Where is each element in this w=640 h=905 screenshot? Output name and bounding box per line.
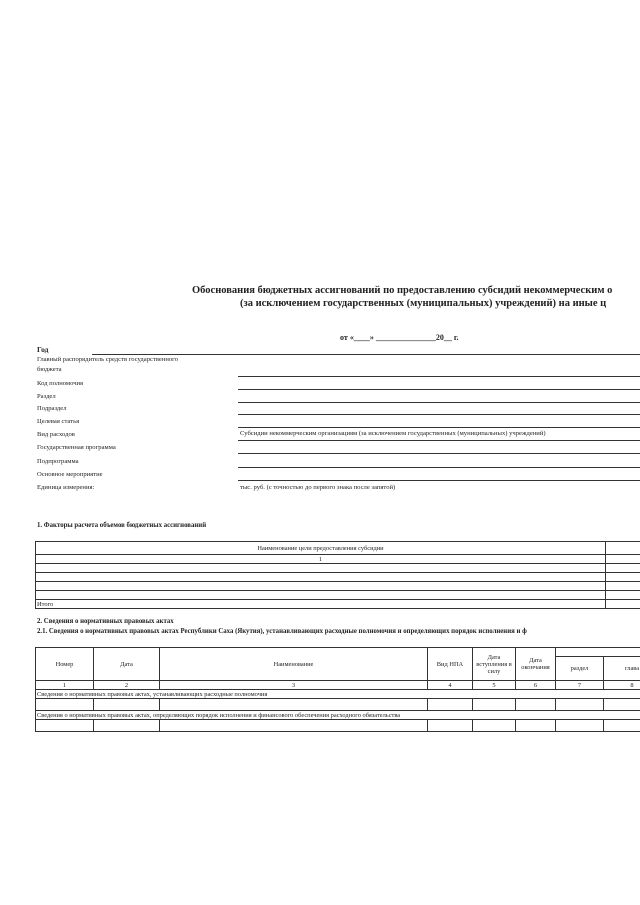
field-label-code: Код полномочия	[37, 380, 84, 387]
section1-heading: 1. Факторы расчета объемов бюджетных ассигнований	[37, 522, 207, 529]
field-line-osnovnoe	[238, 480, 640, 481]
field-label-osnovnoe: Основное мероприятие	[37, 471, 103, 478]
npa-header-date: Дата	[94, 648, 160, 681]
year-label: Год	[37, 345, 49, 354]
field-line-podprog	[238, 467, 640, 468]
field-label-grbs: Главный распорядитель средств государственного	[37, 356, 179, 363]
factors-header-extra	[606, 542, 640, 555]
field-label-unit: Единица измерения:	[37, 484, 95, 491]
factors-table	[35, 541, 640, 609]
npa-table: Номер Дата Наименование Вид НПА Дата вступления в силу Дата окончания раздел глава 1 2 3 4 5 6 7 8 Сведения о нормативных правовых актах, устанавливающих расходные полномочия Сведения о нормативных правовых актах, определяющих порядок исполнения и финансового обеспечения расходного обязательства	[35, 647, 640, 732]
document-title-line1: Обоснования бюджетных ассигнований по предоставлению субсидий некоммерческим о	[192, 285, 613, 296]
table-row	[36, 582, 640, 591]
field-label-grbs-2: бюджета	[37, 366, 62, 373]
field-label-podprog: Подпрограмма	[37, 458, 79, 465]
field-line-razdel	[238, 402, 640, 403]
field-line-grbs	[238, 376, 640, 377]
table-row	[36, 699, 640, 711]
field-line-gosprog	[238, 453, 640, 454]
npa-header-start: Дата вступления в силу	[473, 648, 516, 681]
table-row	[36, 591, 640, 600]
npa-header-number: Номер	[36, 648, 94, 681]
document-title-line2: (за исключением государственных (муниципальных) учреждений) на иные ц	[240, 298, 607, 309]
field-value-vid: Субсидии некоммерческим организациям (за исключением государственных (муниципальных) учреждений)	[240, 430, 546, 437]
section2-subheading: 2.1. Сведения о нормативных правовых актах Республики Саха (Якутия), устанавливающих расходные полномочия и определяющих порядок исполнения и ф	[37, 628, 527, 635]
field-line-code	[238, 389, 640, 390]
field-line-vid	[238, 440, 640, 441]
field-line-celevaya	[238, 427, 640, 428]
field-label-podrazdel: Подраздел	[37, 405, 67, 412]
npa-header-name: Наименование	[160, 648, 428, 681]
npa-header-section: раздел	[556, 657, 604, 681]
field-label-vid: Вид расходов	[37, 431, 75, 438]
table-row	[36, 564, 640, 573]
table-row	[36, 720, 640, 732]
field-label-razdel: Раздел	[37, 393, 56, 400]
npa-group1-label: Сведения о нормативных правовых актах, устанавливающих расходные полномочия	[36, 690, 640, 699]
year-underline	[92, 354, 640, 355]
npa-header-chapter: глава	[604, 657, 640, 681]
field-label-celevaya: Целевая статья	[37, 418, 80, 425]
table-row	[36, 573, 640, 582]
factors-header: Наименование цели предоставления субсидии	[36, 542, 606, 555]
factors-total: Итого	[36, 600, 606, 609]
document-date: от «____» _______________20__ г.	[340, 333, 459, 342]
field-value-unit: тыс. руб. (с точностью до первого знака после запятой)	[240, 484, 396, 491]
field-label-gosprog: Государственная программа	[37, 444, 116, 451]
npa-header-type: Вид НПА	[428, 648, 473, 681]
factors-colnum: 1	[36, 555, 606, 564]
npa-group2-label: Сведения о нормативных правовых актах, определяющих порядок исполнения и финансового обеспечения расходного обязательства	[36, 711, 640, 720]
field-line-podrazdel	[238, 414, 640, 415]
npa-header-end: Дата окончания	[516, 648, 556, 681]
section2-heading: 2. Сведения о нормативных правовых актах	[37, 618, 174, 625]
